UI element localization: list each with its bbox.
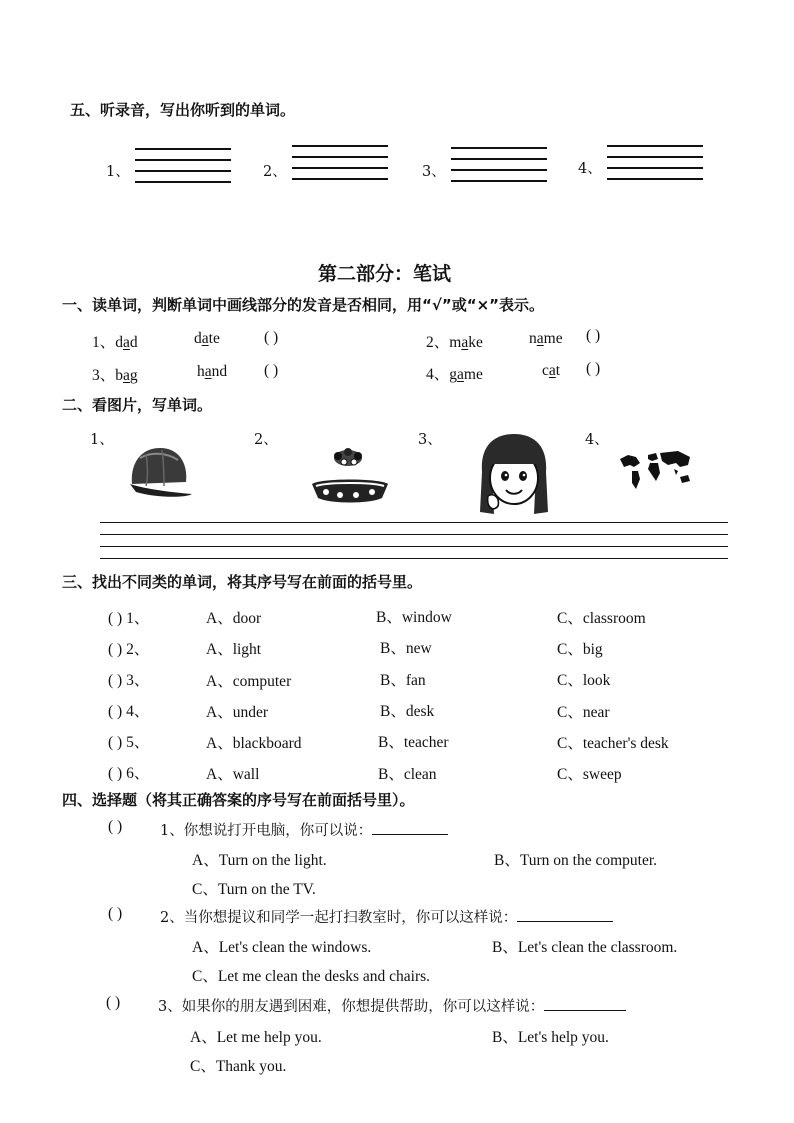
section5-title: 五、听录音，写出你听到的单词。 <box>70 101 296 119</box>
s5-item-3-writing-lines[interactable] <box>451 147 547 187</box>
section1-title: 一、读单词，判断单词中画线部分的发音是否相同，用“√”或“×”表示。 <box>62 296 545 314</box>
s2-item-1-number: 1、 <box>90 432 114 448</box>
s5-item-3-number: 3、 <box>422 164 446 180</box>
s5-item-1-number: 1、 <box>106 164 130 180</box>
s5-item-1-writing-lines[interactable] <box>135 148 231 188</box>
s1-item-2: 2、make <box>426 334 483 351</box>
s4-q1-option-a: A、Turn on the light. <box>192 852 327 869</box>
section2-title: 二、看图片，写单词。 <box>62 396 213 414</box>
s1-item-2-answer[interactable]: ( ) <box>586 327 601 344</box>
s1-item-1: 1、dad <box>92 334 138 351</box>
s1-item-3-word2: hand <box>197 363 228 380</box>
s4-q3-option-a: A、Let me help you. <box>190 1029 322 1046</box>
s4-q2-option-b: B、Let's clean the classroom. <box>492 939 678 956</box>
s4-q3-option-c: C、Thank you. <box>190 1058 287 1075</box>
s5-item-2-number: 2、 <box>263 164 287 180</box>
s3-row-5-option-c: C、teacher's desk <box>557 735 669 752</box>
s5-item-2-writing-lines[interactable] <box>292 145 388 185</box>
s4-q3-question: 3、如果你的朋友遇到困难，你想提供帮助，你可以这样说： <box>158 995 626 1016</box>
cap-icon <box>126 444 194 500</box>
s3-row-6-option-c: C、sweep <box>557 766 622 783</box>
s1-item-3: 3、bag <box>92 367 138 384</box>
s3-row-3-option-a: A、computer <box>206 673 292 690</box>
s2-writing-line-4[interactable] <box>100 558 728 559</box>
s2-writing-line-2[interactable] <box>100 534 728 535</box>
s1-item-3-answer[interactable]: ( ) <box>264 362 279 379</box>
s3-row-2-option-b: B、new <box>380 640 432 657</box>
s3-row-1-answer[interactable]: ( ) 1、 <box>108 610 150 627</box>
s4-q1-option-c: C、Turn on the TV. <box>192 881 316 898</box>
s1-item-1-word2: date <box>194 330 220 347</box>
s3-row-5-option-a: A、blackboard <box>206 735 302 752</box>
s4-q2-blank[interactable] <box>517 921 613 922</box>
s3-row-2-answer[interactable]: ( ) 2、 <box>108 641 150 658</box>
s1-item-1-answer[interactable]: ( ) <box>264 329 279 346</box>
section3-title: 三、找出不同类的单词，将其序号写在前面的括号里。 <box>62 573 423 591</box>
s3-row-1-option-b: B、window <box>376 609 452 626</box>
s4-q3-blank[interactable] <box>544 1010 626 1011</box>
section4-title: 四、选择题（将其正确答案的序号写在前面括号里）。 <box>62 791 415 809</box>
s1-item-2-word2: name <box>529 330 563 347</box>
s3-row-4-answer[interactable]: ( ) 4、 <box>108 703 150 720</box>
s4-q3-option-b: B、Let's help you. <box>492 1029 609 1046</box>
s2-item-3-number: 3、 <box>418 432 442 448</box>
s1-item-4-answer[interactable]: ( ) <box>586 360 601 377</box>
s5-item-4-writing-lines[interactable] <box>607 145 703 185</box>
s3-row-5-answer[interactable]: ( ) 5、 <box>108 734 150 751</box>
s2-item-2-number: 2、 <box>254 432 278 448</box>
part2-title: 第二部分：笔试 <box>318 263 452 285</box>
s3-row-3-option-b: B、fan <box>380 672 426 689</box>
s3-row-1-option-c: C、classroom <box>557 610 646 627</box>
s3-row-3-answer[interactable]: ( ) 3、 <box>108 672 150 689</box>
s3-row-6-answer[interactable]: ( ) 6、 <box>108 765 150 782</box>
s1-item-4: 4、game <box>426 366 483 383</box>
s4-q1-question: 1、你想说打开电脑，你可以说： <box>160 819 448 840</box>
s4-q2-answer[interactable]: ( ) <box>108 905 123 922</box>
s4-q2-option-c: C、Let me clean the desks and chairs. <box>192 968 431 985</box>
s3-row-1-option-a: A、door <box>206 610 262 627</box>
s4-q1-answer[interactable]: ( ) <box>108 818 123 835</box>
s4-q1-blank[interactable] <box>372 834 448 835</box>
world-map-icon <box>618 449 694 495</box>
s1-item-4-word2: cat <box>542 362 561 379</box>
s4-q2-question: 2、当你想提议和同学一起打扫教室时，你可以这样说： <box>160 906 613 927</box>
s3-row-2-option-c: C、big <box>557 641 603 658</box>
s3-row-6-option-a: A、wall <box>206 766 260 783</box>
s2-item-4-number: 4、 <box>585 432 609 448</box>
s3-row-2-option-a: A、light <box>206 641 262 658</box>
girl-icon <box>476 432 552 516</box>
s3-row-6-option-b: B、clean <box>378 766 437 783</box>
cake-icon <box>310 444 390 506</box>
s3-row-4-option-c: C、near <box>557 704 610 721</box>
s4-q1-option-b: B、Turn on the computer. <box>494 852 658 869</box>
s3-row-3-option-c: C、look <box>557 672 611 689</box>
s3-row-4-option-a: A、under <box>206 704 268 721</box>
s2-writing-line-1[interactable] <box>100 522 728 523</box>
s4-q3-answer[interactable]: ( ) <box>106 994 121 1011</box>
s3-row-5-option-b: B、teacher <box>378 734 449 751</box>
s2-writing-line-3[interactable] <box>100 546 728 547</box>
s4-q2-option-a: A、Let's clean the windows. <box>192 939 372 956</box>
s3-row-4-option-b: B、desk <box>380 703 435 720</box>
s5-item-4-number: 4、 <box>578 161 602 177</box>
